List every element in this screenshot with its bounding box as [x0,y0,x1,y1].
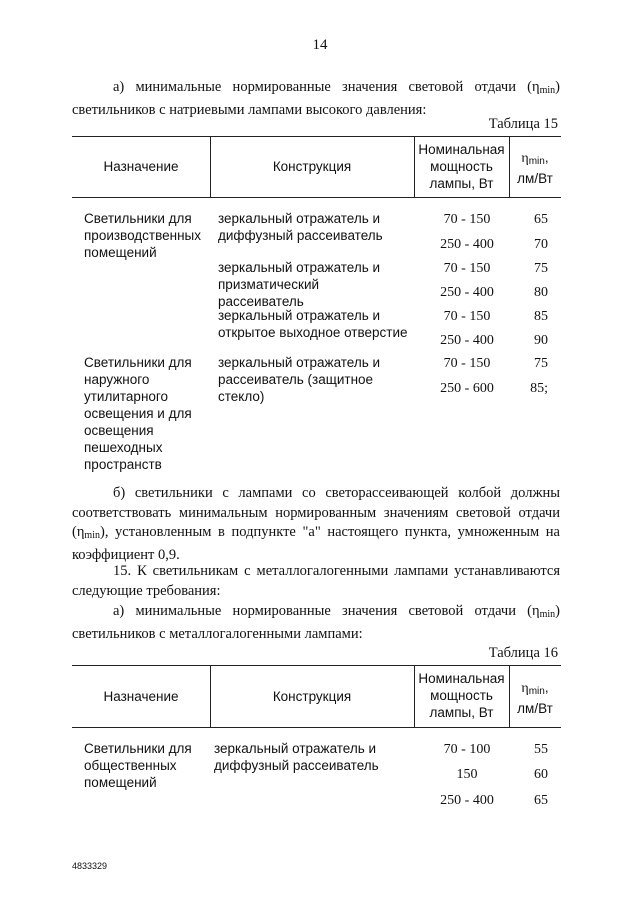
table15-row1-purpose: Светильники для производственных помещений [84,211,201,260]
table15-power: 70 - 150 [443,261,491,276]
table15-power: 250 - 400 [440,285,494,300]
table15-efficacy: 80 [534,285,548,300]
table16-header-efficacy: $\eta_{min}$, лм/Вт [517,680,553,716]
table15-power: 70 - 150 [443,356,491,371]
table16-caption: Таблица 16 [488,645,558,661]
paragraph-15: 15. К светильникам с металлогалогенными лампами устанавливаются следующие требования: [72,563,560,599]
table16-efficacy: 55 [534,742,548,757]
table15-header-power: Номинальная мощность лампы, Вт [418,142,505,191]
table16-header-rule [72,727,561,728]
table15-power: 250 - 400 [440,333,494,348]
table15-power: 250 - 400 [440,237,494,252]
table16-header-design: Конструкция [272,689,352,704]
table15-row1-design-1: зеркальный отражатель и диффузный рассеиватель [218,211,383,243]
table16-row1-design-1: зеркальный отражатель и диффузный рассеиватель [214,741,379,773]
table15-header-purpose: Назначение [103,159,179,174]
intro-paragraph-a: а) минимальные нормированные значения световой отдачи $(\eta_{min})$ светильников с натриевыми лампами высокого давления: [72,79,560,118]
table16-power: 150 [456,767,478,782]
table16-header-power: Номинальная мощность лампы, Вт [418,671,505,720]
table15-caption: Таблица 15 [488,116,558,132]
table16-power: 250 - 400 [440,793,494,808]
footer-document-code: 4833329 [72,861,108,871]
table15-power: 70 - 150 [443,309,491,324]
table15-efficacy: 85; [530,381,548,396]
table15-efficacy: 75 [534,261,548,276]
table15-top-rule [72,136,561,137]
paragraph-b: б) светильники с лампами со светорассеивающей колбой должны соответствовать минимальным нормированным значениям световой отдачи $(\eta_{min})$, установленным в подпункте "а" настоящего пункта, умноженным на коэффициент 0,9. [72,485,560,563]
table16-row1-purpose: Светильники для общественных помещений [84,741,192,790]
table15-efficacy: 65 [534,212,548,227]
table15-row2-design-1: зеркальный отражатель и рассеиватель (защитное стекло) [218,355,381,404]
table15-row1-design-3: зеркальный отражатель и открытое выходное отверстие [218,308,408,340]
table15-row2-purpose: Светильники для наружного утилитарного освещения и для освещения пешеходных пространств [84,355,192,472]
table16-efficacy: 65 [534,793,548,808]
table15-power: 250 - 600 [440,381,494,396]
table15-header-design: Конструкция [272,159,352,174]
table15-efficacy: 75 [534,356,548,371]
table15-header-rule [72,197,561,198]
table15-efficacy: 90 [534,333,548,348]
table15-efficacy: 70 [534,237,548,252]
table15-power: 70 - 150 [443,212,491,227]
table15-header-efficacy: $\eta_{min}$, лм/Вт [517,150,553,186]
table16-efficacy: 60 [534,767,548,782]
table15-efficacy: 85 [534,309,548,324]
table15-row1-design-2: зеркальный отражатель и призматический рассеиватель [218,260,381,309]
page-number: 14 [312,37,328,53]
intro-paragraph-a2: а) минимальные нормированные значения световой отдачи $(\eta_{min})$ светильников с металлогалогенными лампами: [72,603,560,642]
table16-power: 70 - 100 [443,742,491,757]
table16-header-purpose: Назначение [103,689,179,704]
table16-top-rule [72,665,561,666]
